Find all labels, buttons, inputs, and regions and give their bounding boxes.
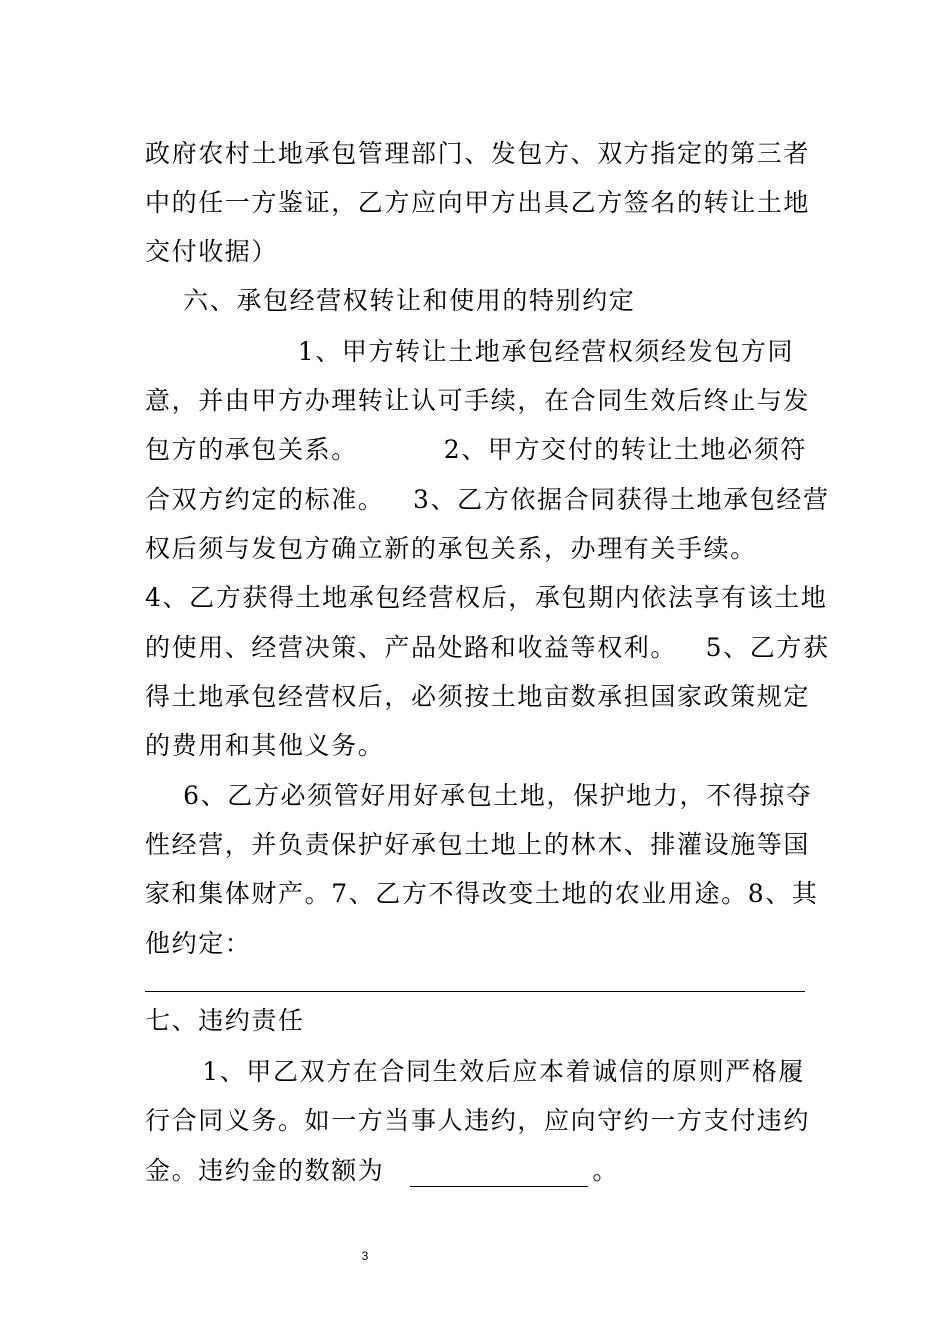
text-line: 他约定： bbox=[145, 929, 252, 958]
fill-in-rule bbox=[145, 991, 805, 992]
text-line: 6、乙方必须管好用好承包土地，保护地力，不得掠夺 bbox=[145, 781, 813, 810]
text-line: 交付收据） bbox=[145, 237, 279, 266]
section-heading: 六、承包经营权转让和使用的特别约定 bbox=[145, 286, 636, 315]
text-line: 行合同义务。如一方当事人违约，应向守约一方支付违约 bbox=[145, 1106, 811, 1135]
text-line: 包方的承包关系。 2、甲方交付的转让土地必须符 bbox=[145, 435, 808, 464]
penalty-amount-blank bbox=[410, 1162, 588, 1187]
closing-punctuation: 。 bbox=[592, 1156, 620, 1185]
section-heading: 七、违约责任 bbox=[145, 1006, 305, 1035]
penalty-amount-line bbox=[145, 1155, 619, 1187]
page-number: 3 bbox=[361, 1249, 369, 1263]
text-line: 1、甲方转让土地承包经营权须经发包方同 bbox=[145, 337, 795, 366]
text-line: 得土地承包经营权后，必须按土地亩数承担国家政策规定 bbox=[145, 682, 811, 711]
text-line: 家和集体财产。7、乙方不得改变土地的农业用途。8、其 bbox=[145, 879, 819, 908]
text-line: 的使用、经营决策、产品处路和收益等权利。 5、乙方获 bbox=[145, 633, 830, 662]
text-line: 的费用和其他义务。 bbox=[145, 731, 385, 760]
text-line: 1、甲乙双方在合同生效后应本着诚信的原则严格履 bbox=[145, 1057, 805, 1086]
text-line: 4、乙方获得土地承包经营权后，承包期内依法享有该土地 bbox=[145, 583, 828, 612]
text-line: 性经营，并负责保护好承包土地上的林木、排灌设施等国 bbox=[145, 830, 811, 859]
text-line: 中的任一方鉴证，乙方应向甲方出具乙方签名的转让土地 bbox=[145, 188, 811, 217]
text-line: 意，并由甲方办理转让认可手续，在合同生效后终止与发 bbox=[145, 386, 811, 415]
text-line: 权后须与发包方确立新的承包关系，办理有关手续。 bbox=[145, 534, 757, 563]
text-line: 政府农村土地承包管理部门、发包方、双方指定的第三者 bbox=[145, 139, 811, 168]
text-line: 合双方约定的标准。 3、乙方依据合同获得土地承包经营 bbox=[145, 485, 830, 514]
penalty-amount-label: 金。违约金的数额为 bbox=[145, 1156, 385, 1185]
